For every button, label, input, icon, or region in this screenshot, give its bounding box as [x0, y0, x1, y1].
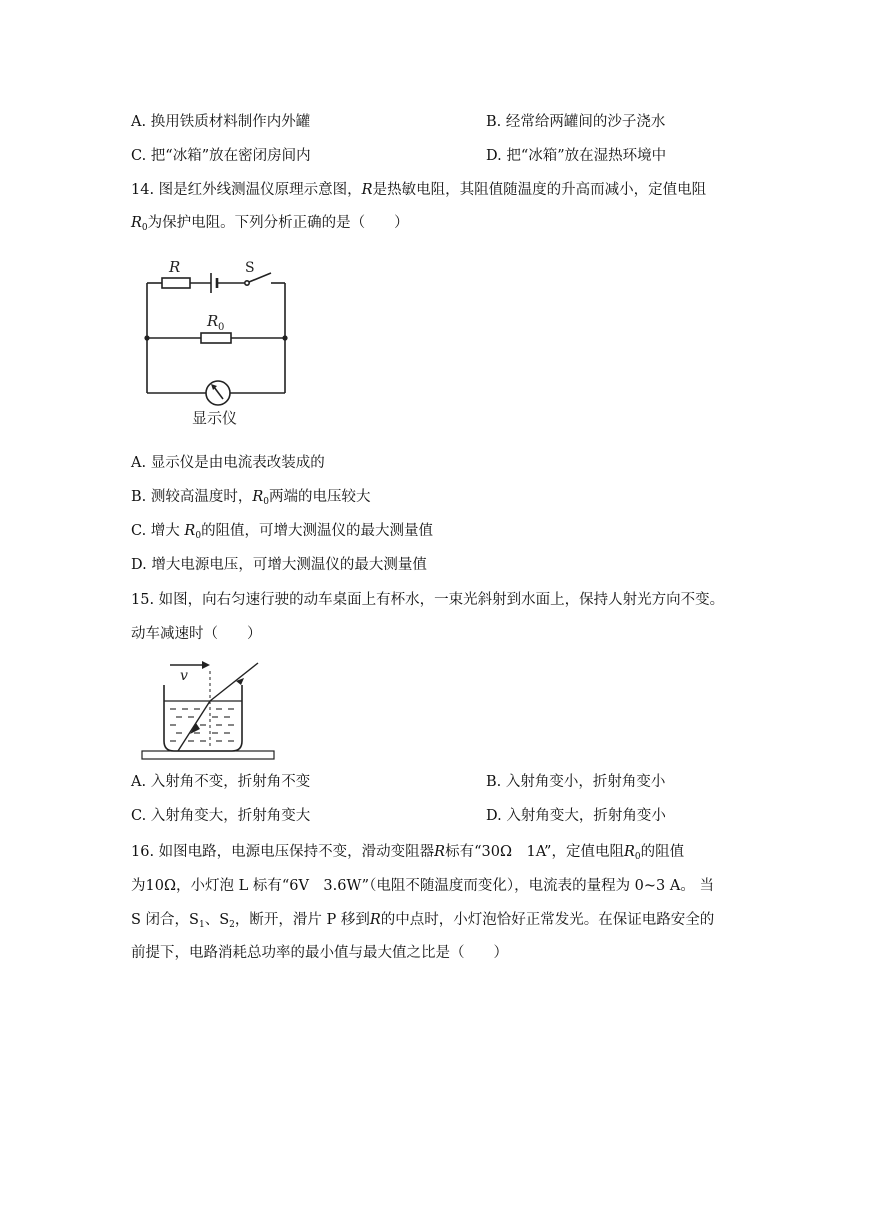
q14-option-c-text-a: C. 增大	[131, 523, 185, 539]
q16-text-c: 的阻值	[640, 844, 685, 860]
q14-stem-line2	[131, 213, 409, 238]
q14-option-c	[131, 521, 433, 546]
junction-right	[282, 335, 287, 340]
label-r0: R	[207, 312, 219, 330]
meter-needle	[214, 387, 223, 399]
q14-option-b-text-a: B. 测较高温度时，	[131, 489, 253, 505]
q14-stem-sub-0: 0	[141, 223, 148, 233]
q14-stem-line1	[131, 180, 706, 200]
meter-label: 显示仪	[192, 409, 238, 427]
label-r0-sub: 0	[218, 322, 225, 333]
q16-stem-line1	[131, 842, 684, 867]
label-r: R	[169, 258, 181, 276]
q14-option-c-text-b: 的阻值，可增大测温仪的最大测量值	[201, 523, 434, 539]
velocity-arrow-head	[202, 661, 210, 669]
q16-line3-text-b: 、S	[204, 912, 230, 928]
q15-option-b: B. 入射角变小，折射角变小	[486, 774, 666, 790]
q16-line3-var-r: R	[369, 912, 381, 928]
q16-var-r0: R	[623, 844, 635, 860]
q16-text-b: 标有“30Ω 1A”，定值电阻	[445, 844, 624, 860]
q14-option-c-sub: 0	[195, 531, 202, 541]
q13-option-b: B. 经常给两罐间的沙子浇水	[486, 114, 666, 130]
q14-stem-text-b: 是热敏电阻，其阻值随温度的升高而减小，定值电阻	[372, 182, 707, 198]
thermistor-r	[162, 278, 190, 288]
q16-text-a: 16. 如图电路，电源电压保持不变，滑动变阻器	[131, 844, 435, 860]
q16-stem-line3	[131, 910, 714, 935]
q16-stem-line4: 前提下，电路消耗总功率的最小值与最大值之比是（ ）	[131, 945, 508, 961]
q14-stem-var-r: R	[361, 182, 373, 198]
q14-stem-text-c: 为保护电阻。下列分析正确的是（ ）	[147, 215, 409, 231]
q16-sub-0: 0	[634, 852, 641, 862]
junction-left	[144, 335, 149, 340]
q13-option-a: A. 换用铁质材料制作内外罐	[131, 114, 311, 130]
q16-var-r: R	[434, 844, 446, 860]
table-surface	[142, 751, 274, 759]
q15-stem-line1: 15. 如图，向右匀速行驶的动车桌面上有杯水，一束光斜射到水面上，保持人射光方向不变。	[131, 592, 725, 608]
q16-line3-sub1: 1	[198, 920, 205, 930]
q13-option-d: D. 把“冰箱”放在湿热环境中	[486, 148, 667, 164]
q15-option-d: D. 入射角变大，折射角变小	[486, 808, 666, 824]
q14-option-b-sub: 0	[263, 497, 270, 507]
q14-stem-var-r0: R	[131, 215, 142, 231]
resistor-r0	[201, 333, 231, 343]
q16-line3-text-a: S 闭合，S	[131, 912, 199, 928]
q14-option-b-var-r: R	[252, 489, 264, 505]
q16-line3-sub2: 2	[229, 920, 235, 930]
q14-circuit-diagram	[135, 255, 305, 435]
q16-line3-text-d: 的中点时，小灯泡恰好正常发光。在保证电路安全的	[380, 912, 715, 928]
q13-option-c: C. 把“冰箱”放在密闭房间内	[131, 148, 311, 164]
incident-ray	[210, 663, 258, 701]
velocity-label: v	[180, 668, 188, 684]
q14-option-c-var-r: R	[184, 523, 196, 539]
q16-line3-text-c: ，断开，滑片 P 移到	[234, 912, 370, 928]
q15-stem-line2: 动车减速时（ ）	[131, 626, 262, 642]
switch-pivot	[245, 281, 249, 285]
q15-option-a: A. 入射角不变，折射角不变	[131, 774, 311, 790]
label-s: S	[245, 260, 255, 276]
q15-option-c: C. 入射角变大，折射角变大	[131, 808, 311, 824]
q14-stem-text-a: 14. 图是红外线测温仪原理示意图，	[131, 182, 362, 198]
q14-option-a: A. 显示仪是由电流表改装成的	[131, 455, 325, 471]
q15-cup-diagram	[140, 655, 280, 765]
q14-option-b	[131, 487, 371, 512]
q16-stem-line2: 为10Ω，小灯泡 L 标有“6V 3.6W”（电阻不随温度而变化），电流表的量程为 0~3 A。 当	[131, 878, 714, 894]
q14-option-d: D. 增大电源电压，可增大测温仪的最大测量值	[131, 557, 427, 573]
q14-option-b-text-b: 两端的电压较大	[269, 489, 371, 505]
